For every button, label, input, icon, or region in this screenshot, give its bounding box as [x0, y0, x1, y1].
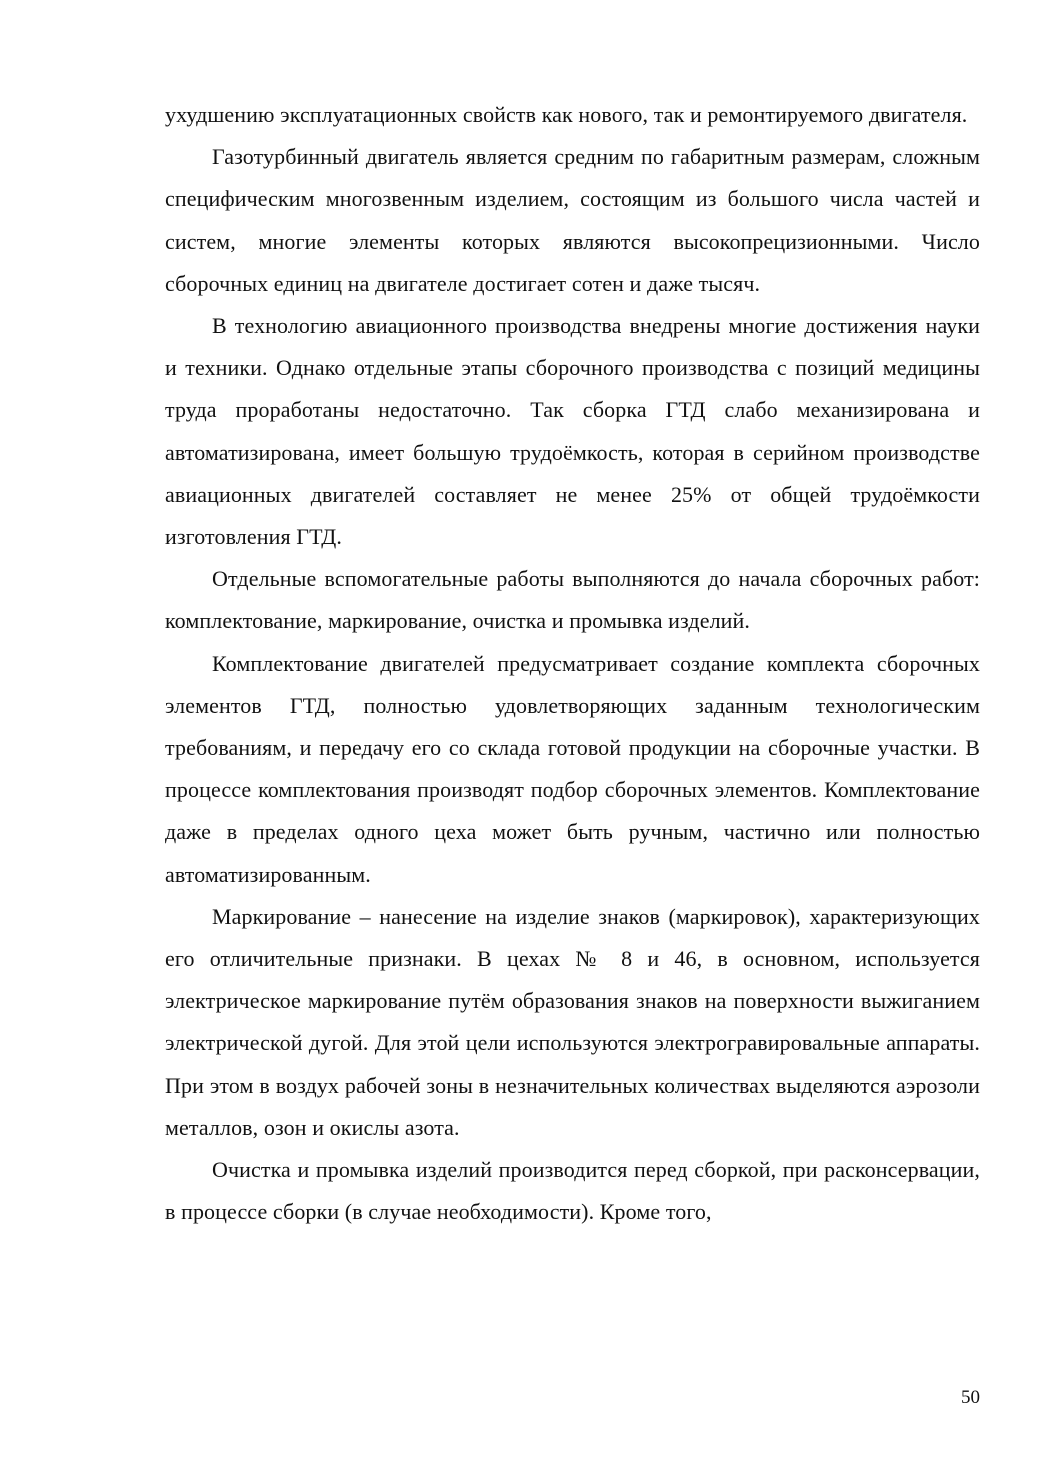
paragraph-3: В технологию авиационного производства внедрены многие достижения науки и техники. Однако отдельные этапы сборочного производства с позиций медицины труда проработаны недостаточно. Так сборка ГТД слабо механизирована и автоматизирована, имеет большую трудоёмкость, которая в серийном производстве авиационных двигателей составляет не менее 25% от общей трудоёмкости изготовления ГТД.	[165, 313, 980, 550]
page-number: 50	[961, 1387, 980, 1408]
paragraph-4: Отдельные вспомогательные работы выполняются до начала сборочных работ: комплектование, маркирование, очистка и промывка изделий.	[165, 566, 980, 634]
document-page	[165, 94, 980, 1233]
paragraph-7: Очистка и промывка изделий производится перед сборкой, при расконсервации, в процессе сборки (в случае необходимости). Кроме того,	[165, 1157, 980, 1225]
paragraph-6: Маркирование – нанесение на изделие знаков (маркировок), характеризующих его отличительные признаки. В цехах № 8 и 46, в основном, используется электрическое маркирование путём образования знаков на поверхности выжиганием электрической дугой. Для этой цели используются электрогравировальные аппараты. При этом в воздух рабочей зоны в незначительных количествах выделяются аэрозоли металлов, озон и окислы азота.	[165, 903, 980, 1140]
paragraph-2: Газотурбинный двигатель является средним по габаритным размерам, сложным специфическим многозвенным изделием, состоящим из большого числа частей и систем, многие элементы которых являются высокопрецизионными. Число сборочных единиц на двигателе достигает сотен и даже тысяч.	[165, 144, 980, 296]
paragraph-1: ухудшению эксплуатационных свойств как нового, так и ремонтируемого двигателя.	[165, 102, 968, 127]
paragraph-5: Комплектование двигателей предусматривает создание комплекта сборочных элементов ГТД, полностью удовлетворяющих заданным технологическим требованиям, и передачу его со склада готовой продукции на сборочные участки. В процессе комплектования производят подбор сборочных элементов. Комплектование даже в пределах одного цеха может быть ручным, частично или полностью автоматизированным.	[165, 650, 980, 887]
